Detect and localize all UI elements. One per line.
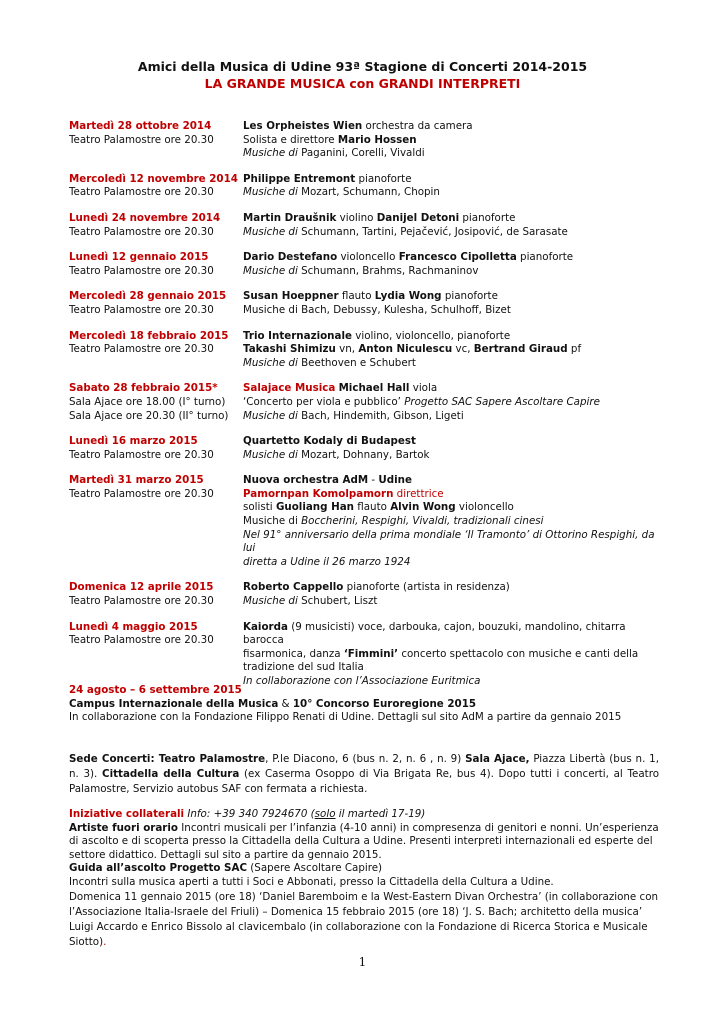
text-run: 10° Concorso Euroregione 2015 (292, 697, 477, 710)
text-run: Musiche di (243, 264, 298, 277)
venue-info (69, 752, 659, 798)
concert-detail-line (243, 501, 669, 515)
text-run: Guoliang Han (275, 501, 354, 514)
text-run: Campus Internazionale della Musica (69, 697, 279, 710)
text-run: Schubert, Liszt (297, 595, 378, 608)
text-run: Mozart, Schumann, Chopin (297, 186, 440, 199)
concert-venue: Teatro Palamostre ore 20.30 (69, 133, 214, 146)
text-run: pf (567, 343, 582, 356)
text-run: ‘Fimmini’ (343, 647, 399, 660)
guida-text (69, 876, 659, 890)
concert-when (69, 435, 243, 462)
concert-schedule (69, 120, 669, 701)
text-run: Roberto Cappello (243, 581, 344, 594)
concert-detail-line (243, 449, 669, 463)
text-run: Boccherini, Respighi, Vivaldi, tradizionali cinesi (301, 515, 544, 528)
text-run: Kaiorda (243, 620, 288, 633)
text-run: Bach, Hindemith, Gibson, Ligeti (297, 409, 464, 422)
text-run: Musiche di (243, 225, 298, 238)
text-run: Dario Destefano (243, 251, 338, 264)
concert-details (243, 621, 669, 689)
text-run: violoncello (337, 251, 399, 264)
guida-heading (69, 862, 659, 876)
text-run: Musiche di Bach, Debussy, Kulesha, Schulhoff, Bizet (243, 303, 511, 316)
text-run: vc, (452, 343, 474, 356)
artiste-fuori-orario-text (69, 822, 659, 863)
concert-detail-line (243, 488, 669, 502)
concert-detail-line (243, 661, 669, 675)
concert-when (69, 251, 243, 278)
concert-detail-line (243, 251, 669, 265)
text-run: Info: +39 340 7924670 ( (184, 808, 315, 820)
concert-detail-line (243, 595, 669, 609)
concert-when (69, 474, 243, 569)
concert-details (243, 120, 669, 161)
concert-detail-line (243, 435, 669, 449)
text-run: Domenica 11 gennaio 2015 (ore 18) ‘Daniel Barembоim e la West-Eastern Divan Orchestra’ (in collaborazione con l’Associazione Italia-Israele del Friuli) – Domenica 15 febbraio 2015 (ore 18) ‘J. S. Bach; architetto della musica’ Luigi Accardo e Enrico Bissolo al clavicembalo (in collaborazione con la Fondazione di Ricerca Storica e Musicale Siotto) (69, 890, 659, 949)
text-run: Artiste fuori orario (69, 821, 178, 834)
text-run: pianoforte (441, 290, 498, 303)
text-run: Musiche di (243, 409, 298, 422)
concert-entry (69, 212, 669, 239)
text-run: Les Orpheistes Wien (243, 120, 363, 132)
concert-when (69, 212, 243, 239)
text-run: (Sapere Ascoltare Capire) (247, 862, 383, 875)
text-run: Guida all’ascolto Progetto SAC (69, 862, 247, 875)
text-run: Michael Hall (338, 382, 410, 395)
text-run: Anton Niculescu (358, 343, 453, 356)
text-run: il martedì 17-19) (335, 808, 426, 820)
text-run: Sala Ajace, (465, 753, 530, 765)
concert-date: Martedì 31 marzo 2015 (69, 474, 204, 487)
campus-section (69, 684, 659, 725)
text-run: Incontri sulla musica aperti a tutti i Soci e Abbonati, presso la Cittadella della Cultura a Udine. (69, 875, 554, 888)
concert-date: Lunedì 4 maggio 2015 (69, 620, 198, 633)
concert-entry (69, 435, 669, 462)
collateral-heading (69, 808, 659, 822)
concert-details (243, 290, 669, 317)
concert-detail-line (243, 212, 669, 226)
text-run: Cittadella della Cultura (102, 768, 240, 781)
concert-venue: Teatro Palamostre ore 20.30 (69, 448, 214, 461)
text-run: tradizione del sud Italia (243, 661, 364, 674)
concert-details (243, 435, 669, 462)
concert-details (243, 474, 669, 569)
campus-date: 24 agosto – 6 settembre 2015 (69, 684, 242, 696)
text-run: solisti (243, 501, 276, 514)
text-run: pianoforte (artista in residenza) (343, 581, 510, 594)
text-run: violoncello (455, 501, 514, 514)
concert-venue: Teatro Palamostre ore 20.30 (69, 487, 214, 500)
text-run: Bertrand Giraud (473, 343, 568, 356)
concert-details (243, 212, 669, 239)
concert-date: Lunedì 16 marzo 2015 (69, 435, 198, 448)
concert-detail-line (243, 290, 669, 304)
text-run: & (278, 697, 293, 710)
text-run: pianoforte (459, 211, 516, 224)
text-run: direttrice (393, 487, 444, 500)
concert-detail-line (243, 410, 669, 424)
concert-entry (69, 382, 669, 423)
concert-detail-line (243, 173, 669, 187)
concert-details (243, 330, 669, 371)
season-title: Amici della Musica di Udine 93ª Stagione di Concerti 2014-2015 (137, 59, 588, 74)
text-run: Musiche di (243, 356, 298, 369)
text-run: pianoforte (355, 172, 412, 185)
text-run: Iniziative collaterali (69, 808, 185, 820)
concert-detail-line (243, 186, 669, 200)
concert-date: Mercoledì 18 febbraio 2015 (69, 329, 229, 342)
text-run: vn, (335, 343, 359, 356)
concert-venue: Teatro Palamostre ore 20.30 (69, 343, 214, 356)
text-run: Schumann, Tartini, Pejačević, Josipović, de Sarasate (297, 225, 568, 238)
campus-note: In collaborazione con la Fondazione Filippo Renati di Udine. Dettagli sul sito AdM a partire da gennaio 2015 (69, 711, 622, 724)
concert-date: Lunedì 12 gennaio 2015 (69, 251, 209, 264)
concert-when (69, 581, 243, 608)
text-run: Piazza Libertà (bus n. 1, n. 3). (69, 753, 659, 781)
text-run: Progetto SAC Sapere Ascoltare Capire (404, 395, 600, 408)
concert-entry (69, 581, 669, 608)
text-run: (ex Caserma Osoppo di Via Brigata Re, bus 4). Dopo tutti i concerti, al Teatro Palamostre, Servizio autobus SAF con fermata a richiesta. (69, 768, 660, 796)
text-run: - (368, 474, 379, 487)
concert-when (69, 173, 243, 200)
concert-details (243, 173, 669, 200)
text-run: violino (336, 211, 377, 224)
collateral-section (69, 808, 659, 950)
concert-detail-line (243, 581, 669, 595)
concert-when (69, 290, 243, 317)
concert-venue: Teatro Palamostre ore 20.30 (69, 303, 214, 316)
concert-detail-line (243, 120, 669, 134)
document-header (0, 58, 725, 92)
concert-detail-line (243, 556, 669, 570)
concert-entry (69, 120, 669, 161)
concert-details (243, 581, 669, 608)
concert-detail-line (243, 226, 669, 240)
concert-entry (69, 173, 669, 200)
concert-when (69, 382, 243, 423)
text-run: Beethoven e Schubert (297, 356, 416, 369)
concert-detail-line (243, 357, 669, 371)
concert-entry (69, 474, 669, 569)
text-run: solo (314, 808, 336, 820)
text-run: violino, violoncello, pianoforte (351, 329, 511, 342)
text-run: Nuova orchestra AdM (243, 474, 369, 487)
text-run: Musiche di (243, 595, 298, 608)
campus-title (69, 698, 659, 712)
concert-detail-line (243, 529, 669, 556)
text-run: Schumann, Brahms, Rachmaninov (297, 264, 479, 277)
concert-date: Lunedì 24 novembre 2014 (69, 211, 221, 224)
text-run: Solista e direttore (243, 133, 338, 146)
text-run: diretta a Udine il 26 marzo 1924 (243, 555, 411, 568)
text-run: flauto (353, 501, 391, 514)
text-run: Danijel Detoni (376, 211, 460, 224)
concert-venue: Teatro Palamostre ore 20.30 (69, 225, 214, 238)
text-run: ‘Concerto per viola e pubblico’ (243, 395, 405, 408)
concert-details (243, 382, 669, 423)
text-run: Musiche di (243, 147, 298, 160)
concert-venue: Teatro Palamostre ore 20.30 (69, 264, 214, 277)
text-run: Musiche di (243, 515, 302, 528)
concert-entry (69, 251, 669, 278)
text-run: (9 musicisti) voce, darbouka, cajon, bouzuki, mandolino, chitarra barocca (243, 620, 626, 647)
text-run: Francesco Cipolletta (398, 251, 517, 264)
concert-entry (69, 290, 669, 317)
concert-date: Sabato 28 febbraio 2015* (69, 382, 218, 395)
text-run: . (103, 936, 107, 949)
concert-when (69, 621, 243, 689)
text-run: Musiche di (243, 186, 298, 199)
text-run: Lydia Wong (374, 290, 442, 303)
season-subtitle: LA GRANDE MUSICA con GRANDI INTERPRETI (204, 76, 521, 91)
text-run: , P.le Diacono, 6 (bus n. 2, n. 6 , n. 9) (265, 753, 466, 765)
concert-date: Mercoledì 28 gennaio 2015 (69, 290, 227, 303)
text-run: Susan Hoeppner (243, 290, 339, 303)
text-run: Udine (378, 474, 412, 487)
concert-details (243, 251, 669, 278)
concert-venue: Teatro Palamostre ore 20.30 (69, 186, 214, 199)
concert-when (69, 330, 243, 371)
concert-detail-line (243, 304, 669, 318)
text-run: Musiche di (243, 448, 298, 461)
text-run: Sede Concerti: Teatro Palamostre (69, 753, 266, 765)
concert-detail-line (243, 134, 669, 148)
concert-detail-line (243, 621, 669, 648)
concert-detail-line (243, 515, 669, 529)
text-run: flauto (338, 290, 375, 303)
text-run: Mozart, Dohnany, Bartok (297, 448, 430, 461)
text-run: Philippe Entremont (243, 172, 356, 185)
concert-when (69, 120, 243, 161)
concert-detail-line (243, 382, 669, 396)
text-run: Salajace Musica (243, 382, 336, 395)
text-run: Paganini, Corelli, Vivaldi (297, 147, 425, 160)
text-run: Takashi Shimizu (243, 343, 336, 356)
text-run: Incontri musicali per l’infanzia (4-10 anni) in compresenza di genitori e nonni. Un’esperienza di ascolto e di scoperta presso la Cittadella della Cultura a Udine. Presenti interpreti internazionali ed esperte del settore didattico. Dettagli sul sito a partire da gennaio 2015. (69, 821, 659, 861)
concert-date: Domenica 12 aprile 2015 (69, 581, 214, 594)
text-run: pianoforte (516, 251, 574, 264)
text-run: viola (409, 382, 438, 395)
text-run: Nel 91° anniversario della prima mondiale ‘Il Tramonto’ di Ottorino Respighi, da lui (243, 528, 655, 555)
concert-detail-line (243, 648, 669, 662)
concert-venue: Teatro Palamostre ore 20.30 (69, 595, 214, 608)
text-run: fisarmonica, danza (243, 647, 344, 660)
text-run: Alvin Wong (390, 501, 456, 514)
concert-venue: Teatro Palamostre ore 20.30 (69, 634, 214, 647)
concert-venue: Sala Ajace ore 20.30 (II° turno) (69, 409, 229, 422)
concert-detail-line (243, 474, 669, 488)
text-run: orchestra da camera (362, 120, 473, 132)
concert-detail-line (243, 396, 669, 410)
concert-detail-line (243, 343, 669, 357)
concert-detail-line (243, 330, 669, 344)
concert-entry (69, 330, 669, 371)
text-run: In collaborazione con l’Associazione Euritmica (243, 675, 481, 687)
concert-date: Mercoledì 12 novembre 2014 (69, 172, 238, 185)
text-run: Pamornpan Komolpamorn (243, 487, 394, 500)
guida-dates (69, 890, 659, 951)
concert-venue: Sala Ajace ore 18.00 (I° turno) (69, 395, 226, 408)
text-run: Martin Draušnik (243, 211, 337, 224)
text-run: Mario Hossen (337, 133, 417, 146)
concert-entry (69, 621, 669, 689)
text-run: Trio Internazionale (243, 329, 352, 342)
text-run: concerto spettacolo con musiche e canti della (398, 647, 639, 660)
page-number: 1 (358, 955, 367, 969)
concert-date: Martedì 28 ottobre 2014 (69, 120, 212, 132)
concert-detail-line (243, 147, 669, 161)
text-run: Quartetto Kodaly di Budapest (243, 435, 416, 448)
concert-detail-line (243, 265, 669, 279)
